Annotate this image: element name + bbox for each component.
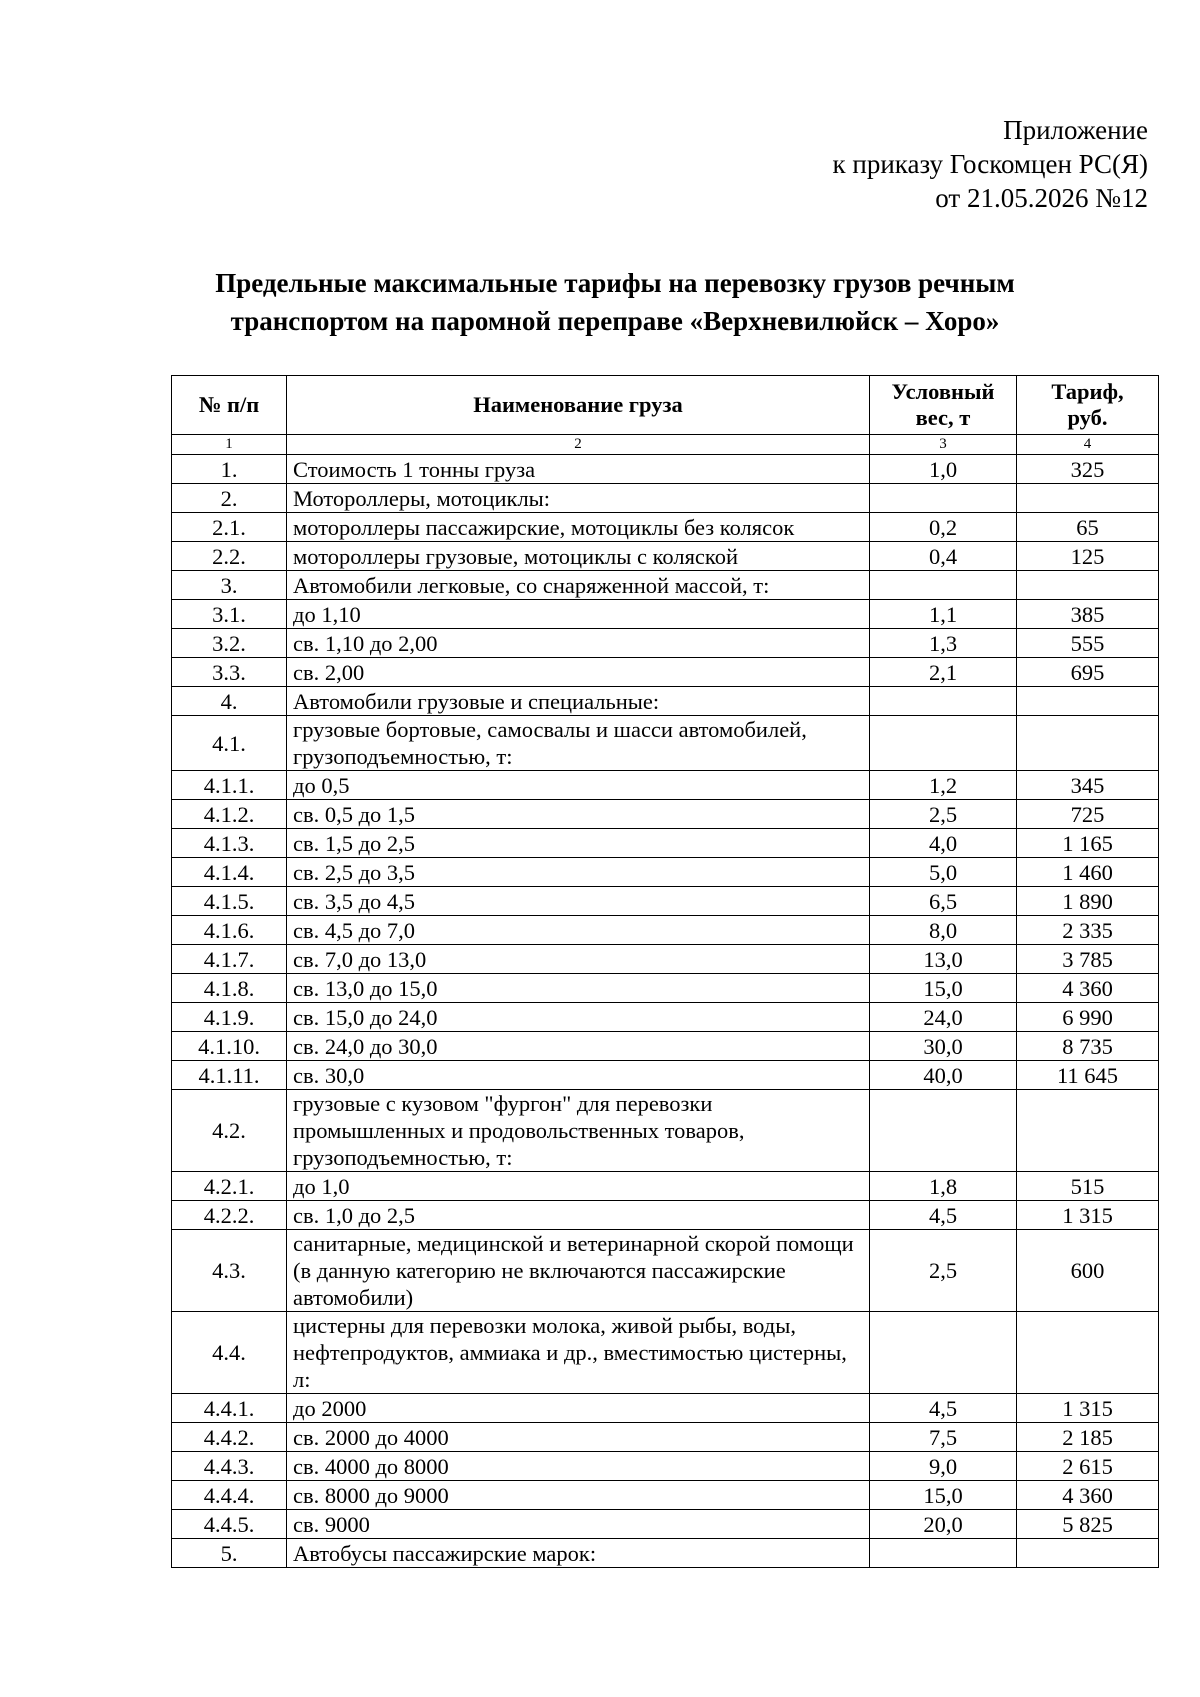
conditional-weight: [870, 1539, 1017, 1568]
row-number: 4.1.1.: [172, 771, 287, 800]
cargo-name: св. 1,10 до 2,00: [287, 629, 870, 658]
conditional-weight: 5,0: [870, 858, 1017, 887]
cargo-name: св. 8000 до 9000: [287, 1481, 870, 1510]
table-row: [172, 571, 1159, 600]
tariff-value: 1 165: [1017, 829, 1159, 858]
table-row: [172, 800, 1159, 829]
row-number: 3.1.: [172, 600, 287, 629]
cargo-name: св. 3,5 до 4,5: [287, 887, 870, 916]
tariff-value: 5 825: [1017, 1510, 1159, 1539]
table-row: [172, 829, 1159, 858]
row-number: 4.4.5.: [172, 1510, 287, 1539]
cargo-name: св. 1,5 до 2,5: [287, 829, 870, 858]
tariff-value: 6 990: [1017, 1003, 1159, 1032]
conditional-weight: 6,5: [870, 887, 1017, 916]
table-row: [172, 916, 1159, 945]
document-title-line-2: транспортом на паромной переправе «Верхневилюйск – Хоро»: [230, 306, 1000, 336]
tariff-value: 695: [1017, 658, 1159, 687]
cargo-name: до 0,5: [287, 771, 870, 800]
row-number: 5.: [172, 1539, 287, 1568]
tariff-value: 1 315: [1017, 1394, 1159, 1423]
table-row: [172, 629, 1159, 658]
row-number: 4.1.7.: [172, 945, 287, 974]
cargo-name: св. 30,0: [287, 1061, 870, 1090]
tariff-table-body: [172, 455, 1159, 1568]
table-row: [172, 1090, 1159, 1172]
cargo-name: санитарные, медицинской и ветеринарной скорой помощи (в данную категорию не включаются пассажирские автомобили): [287, 1230, 870, 1312]
row-number: 4.1.10.: [172, 1032, 287, 1061]
table-row: [172, 1539, 1159, 1568]
conditional-weight: 9,0: [870, 1452, 1017, 1481]
tariff-value: 2 615: [1017, 1452, 1159, 1481]
table-row: [172, 887, 1159, 916]
conditional-weight: [870, 1090, 1017, 1172]
cargo-name: св. 9000: [287, 1510, 870, 1539]
table-row: [172, 513, 1159, 542]
row-number: 4.1.: [172, 716, 287, 771]
tariff-value: [1017, 484, 1159, 513]
tariff-value: 600: [1017, 1230, 1159, 1312]
row-number: 4.1.4.: [172, 858, 287, 887]
table-header-row: [172, 376, 1159, 435]
tariff-value: 385: [1017, 600, 1159, 629]
tariff-value: 125: [1017, 542, 1159, 571]
row-number: 4.4.3.: [172, 1452, 287, 1481]
column-number: 4: [1017, 435, 1159, 455]
table-row: [172, 658, 1159, 687]
cargo-name: св. 24,0 до 30,0: [287, 1032, 870, 1061]
cargo-name: Автомобили легковые, со снаряженной массой, т:: [287, 571, 870, 600]
conditional-weight: 2,5: [870, 1230, 1017, 1312]
conditional-weight: [870, 571, 1017, 600]
conditional-weight: [870, 484, 1017, 513]
tariff-value: 1 315: [1017, 1201, 1159, 1230]
conditional-weight: [870, 716, 1017, 771]
tariff-value: 1 460: [1017, 858, 1159, 887]
conditional-weight: 4,5: [870, 1394, 1017, 1423]
tariff-value: [1017, 716, 1159, 771]
table-row: [172, 1201, 1159, 1230]
conditional-weight: 30,0: [870, 1032, 1017, 1061]
conditional-weight: 1,2: [870, 771, 1017, 800]
table-row: [172, 771, 1159, 800]
conditional-weight: 4,5: [870, 1201, 1017, 1230]
header-name: Наименование груза: [287, 376, 870, 435]
table-row: [172, 455, 1159, 484]
tariff-value: [1017, 571, 1159, 600]
tariff-value: 65: [1017, 513, 1159, 542]
table-row: [172, 1061, 1159, 1090]
cargo-name: цистерны для перевозки молока, живой рыбы, воды, нефтепродуктов, аммиака и др., вместимостью цистерны, л:: [287, 1312, 870, 1394]
header-num: № п/п: [172, 376, 287, 435]
tariff-value: 3 785: [1017, 945, 1159, 974]
row-number: 3.2.: [172, 629, 287, 658]
conditional-weight: 1,1: [870, 600, 1017, 629]
cargo-name: св. 2,5 до 3,5: [287, 858, 870, 887]
row-number: 4.2.1.: [172, 1172, 287, 1201]
row-number: 1.: [172, 455, 287, 484]
row-number: 2.: [172, 484, 287, 513]
tariff-value: [1017, 1090, 1159, 1172]
conditional-weight: 7,5: [870, 1423, 1017, 1452]
tariff-value: 555: [1017, 629, 1159, 658]
row-number: 4.: [172, 687, 287, 716]
conditional-weight: 2,5: [870, 800, 1017, 829]
table-row: [172, 542, 1159, 571]
row-number: 4.4.: [172, 1312, 287, 1394]
tariff-value: 725: [1017, 800, 1159, 829]
cargo-name: мотороллеры грузовые, мотоциклы с коляской: [287, 542, 870, 571]
table-row: [172, 1312, 1159, 1394]
table-row: [172, 1230, 1159, 1312]
header-weight-line-2: вес, т: [915, 405, 971, 430]
table-row: [172, 484, 1159, 513]
appendix-header: [833, 113, 1149, 215]
tariff-value: 2 185: [1017, 1423, 1159, 1452]
header-weight: [870, 376, 1017, 435]
tariff-value: 4 360: [1017, 974, 1159, 1003]
row-number: 4.1.11.: [172, 1061, 287, 1090]
conditional-weight: 24,0: [870, 1003, 1017, 1032]
table-row: [172, 1003, 1159, 1032]
header-tariff: [1017, 376, 1159, 435]
cargo-name: до 1,0: [287, 1172, 870, 1201]
cargo-name: Стоимость 1 тонны груза: [287, 455, 870, 484]
row-number: 4.2.2.: [172, 1201, 287, 1230]
table-row: [172, 1032, 1159, 1061]
order-reference: к приказу Госкомцен РС(Я): [832, 149, 1148, 179]
row-number: 4.4.1.: [172, 1394, 287, 1423]
conditional-weight: 20,0: [870, 1510, 1017, 1539]
cargo-name: грузовые с кузовом "фургон" для перевозки промышленных и продовольственных товаров, грузоподъемностью, т:: [287, 1090, 870, 1172]
conditional-weight: [870, 1312, 1017, 1394]
row-number: 2.2.: [172, 542, 287, 571]
cargo-name: Мотороллеры, мотоциклы:: [287, 484, 870, 513]
document-title: [150, 264, 1080, 340]
table-row: [172, 1172, 1159, 1201]
conditional-weight: 1,0: [870, 455, 1017, 484]
conditional-weight: 0,2: [870, 513, 1017, 542]
cargo-name: св. 2,00: [287, 658, 870, 687]
row-number: 2.1.: [172, 513, 287, 542]
conditional-weight: 13,0: [870, 945, 1017, 974]
cargo-name: св. 7,0 до 13,0: [287, 945, 870, 974]
table-row: [172, 1452, 1159, 1481]
appendix-label: Приложение: [1003, 115, 1148, 145]
cargo-name: св. 0,5 до 1,5: [287, 800, 870, 829]
conditional-weight: 40,0: [870, 1061, 1017, 1090]
tariff-value: 1 890: [1017, 887, 1159, 916]
cargo-name: до 2000: [287, 1394, 870, 1423]
row-number: 4.2.: [172, 1090, 287, 1172]
conditional-weight: 15,0: [870, 974, 1017, 1003]
tariff-value: 515: [1017, 1172, 1159, 1201]
table-row: [172, 858, 1159, 887]
table-row: [172, 687, 1159, 716]
conditional-weight: 2,1: [870, 658, 1017, 687]
table-row: [172, 945, 1159, 974]
table-row: [172, 1394, 1159, 1423]
tariff-value: [1017, 687, 1159, 716]
cargo-name: св. 2000 до 4000: [287, 1423, 870, 1452]
cargo-name: мотороллеры пассажирские, мотоциклы без колясок: [287, 513, 870, 542]
conditional-weight: [870, 687, 1017, 716]
row-number: 4.1.9.: [172, 1003, 287, 1032]
tariff-table: [171, 375, 1159, 1568]
header-tariff-line-2: руб.: [1067, 405, 1108, 430]
row-number: 4.1.3.: [172, 829, 287, 858]
row-number: 3.3.: [172, 658, 287, 687]
header-tariff-line-1: Тариф,: [1051, 379, 1124, 404]
cargo-name: св. 4000 до 8000: [287, 1452, 870, 1481]
cargo-name: до 1,10: [287, 600, 870, 629]
tariff-value: 11 645: [1017, 1061, 1159, 1090]
conditional-weight: 1,8: [870, 1172, 1017, 1201]
table-row: [172, 600, 1159, 629]
cargo-name: грузовые бортовые, самосвалы и шасси автомобилей, грузоподъемностью, т:: [287, 716, 870, 771]
row-number: 4.3.: [172, 1230, 287, 1312]
column-number: 3: [870, 435, 1017, 455]
row-number: 4.4.4.: [172, 1481, 287, 1510]
cargo-name: св. 15,0 до 24,0: [287, 1003, 870, 1032]
row-number: 4.1.2.: [172, 800, 287, 829]
conditional-weight: 0,4: [870, 542, 1017, 571]
conditional-weight: 1,3: [870, 629, 1017, 658]
cargo-name: Автомобили грузовые и специальные:: [287, 687, 870, 716]
row-number: 4.1.8.: [172, 974, 287, 1003]
tariff-value: 2 335: [1017, 916, 1159, 945]
table-row: [172, 1510, 1159, 1539]
column-number-row: [172, 435, 1159, 455]
order-date-number: от 21.05.2026 №12: [935, 183, 1148, 213]
tariff-value: 4 360: [1017, 1481, 1159, 1510]
row-number: 3.: [172, 571, 287, 600]
tariff-value: 325: [1017, 455, 1159, 484]
table-row: [172, 974, 1159, 1003]
cargo-name: св. 1,0 до 2,5: [287, 1201, 870, 1230]
column-number: 1: [172, 435, 287, 455]
table-row: [172, 1481, 1159, 1510]
row-number: 4.1.6.: [172, 916, 287, 945]
row-number: 4.4.2.: [172, 1423, 287, 1452]
conditional-weight: 4,0: [870, 829, 1017, 858]
tariff-value: 8 735: [1017, 1032, 1159, 1061]
conditional-weight: 8,0: [870, 916, 1017, 945]
cargo-name: Автобусы пассажирские марок:: [287, 1539, 870, 1568]
cargo-name: св. 4,5 до 7,0: [287, 916, 870, 945]
tariff-value: [1017, 1312, 1159, 1394]
header-weight-line-1: Условный: [891, 379, 995, 404]
tariff-value: [1017, 1539, 1159, 1568]
tariff-value: 345: [1017, 771, 1159, 800]
document-title-line-1: Предельные максимальные тарифы на перевозку грузов речным: [215, 268, 1015, 298]
column-number: 2: [287, 435, 870, 455]
table-row: [172, 716, 1159, 771]
table-row: [172, 1423, 1159, 1452]
cargo-name: св. 13,0 до 15,0: [287, 974, 870, 1003]
conditional-weight: 15,0: [870, 1481, 1017, 1510]
row-number: 4.1.5.: [172, 887, 287, 916]
